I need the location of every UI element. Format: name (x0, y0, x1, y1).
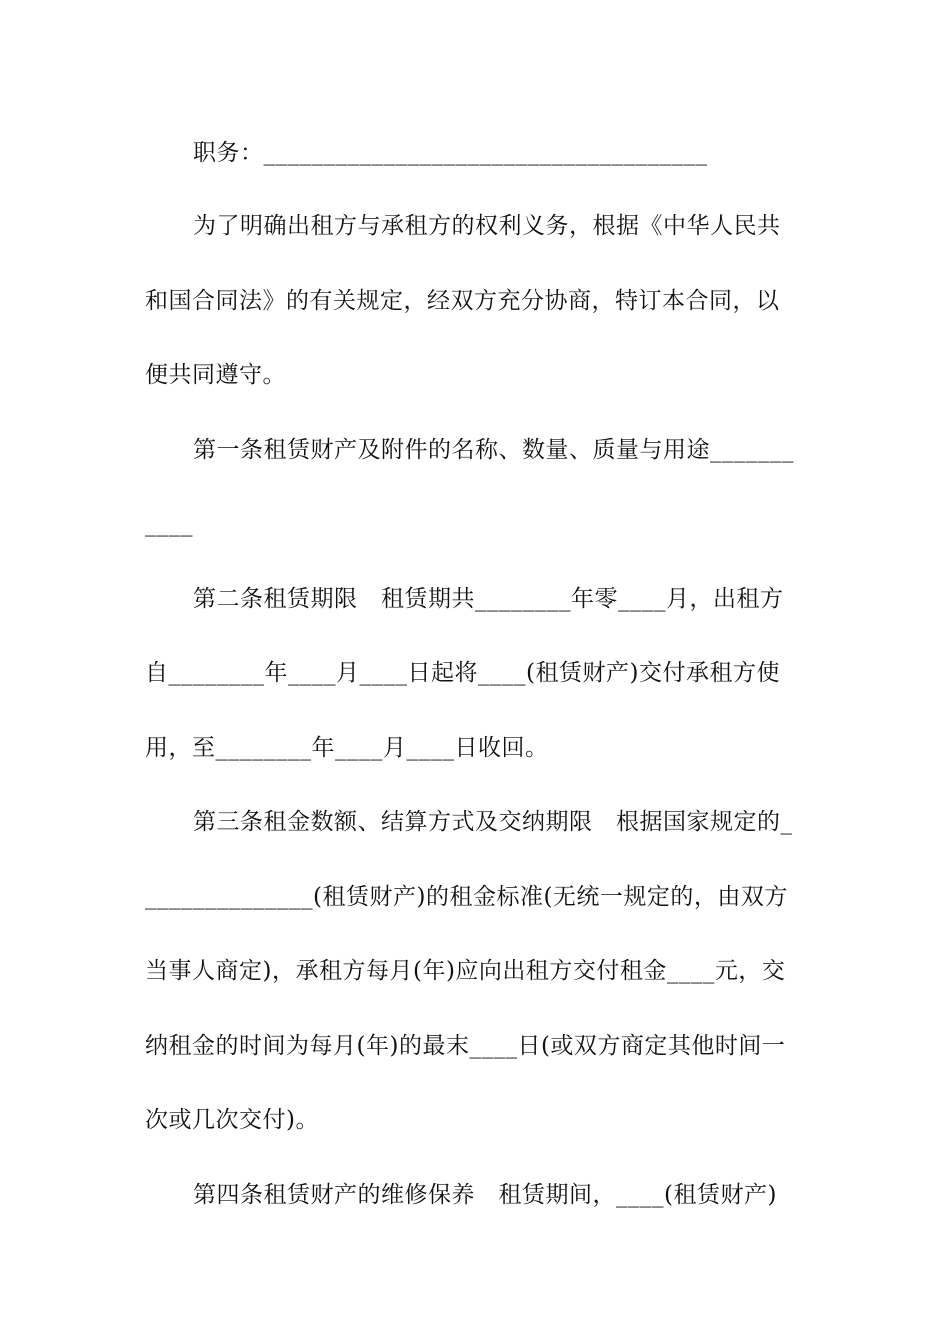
article-1-line-2: ____ (145, 511, 193, 537)
preamble-line-1: 为了明确出租方与承租方的权利义务，根据《中华人民共 (193, 213, 781, 239)
article-2-line-1: 第二条租赁期限 租赁期共________年零____月，出租方 (193, 586, 784, 612)
article-3-line-4: 纳租金的时间为每月(年)的最末____日(或双方商定其他时间一 (145, 1033, 786, 1059)
article-1-line-1: 第一条租赁财产及附件的名称、数量、质量与用途_______ (193, 437, 794, 463)
article-4-line-1: 第四条租赁财产的维修保养 租赁期间，____(租赁财产) (193, 1182, 777, 1208)
article-3-line-2: ______________(租赁财产)的租金标准(无统一规定的，由双方 (145, 884, 788, 910)
article-3-line-1: 第三条租金数额、结算方式及交纳期限 根据国家规定的_ (193, 809, 793, 835)
article-3-line-3: 当事人商定)，承租方每月(年)应向出租方交付租金____元，交 (145, 958, 786, 984)
article-3-line-5: 次或几次交付)。 (145, 1107, 319, 1133)
position-field-line: 职务：_____________________________________ (193, 140, 708, 166)
preamble-line-3: 便共同遵守。 (145, 362, 286, 388)
preamble-line-2: 和国合同法》的有关规定，经双方充分协商，特订本合同，以 (145, 288, 780, 314)
article-2-line-3: 用，至________年____月____日收回。 (145, 735, 549, 761)
article-2-line-2: 自________年____月____日起将____(租赁财产)交付承租方使 (145, 660, 780, 686)
